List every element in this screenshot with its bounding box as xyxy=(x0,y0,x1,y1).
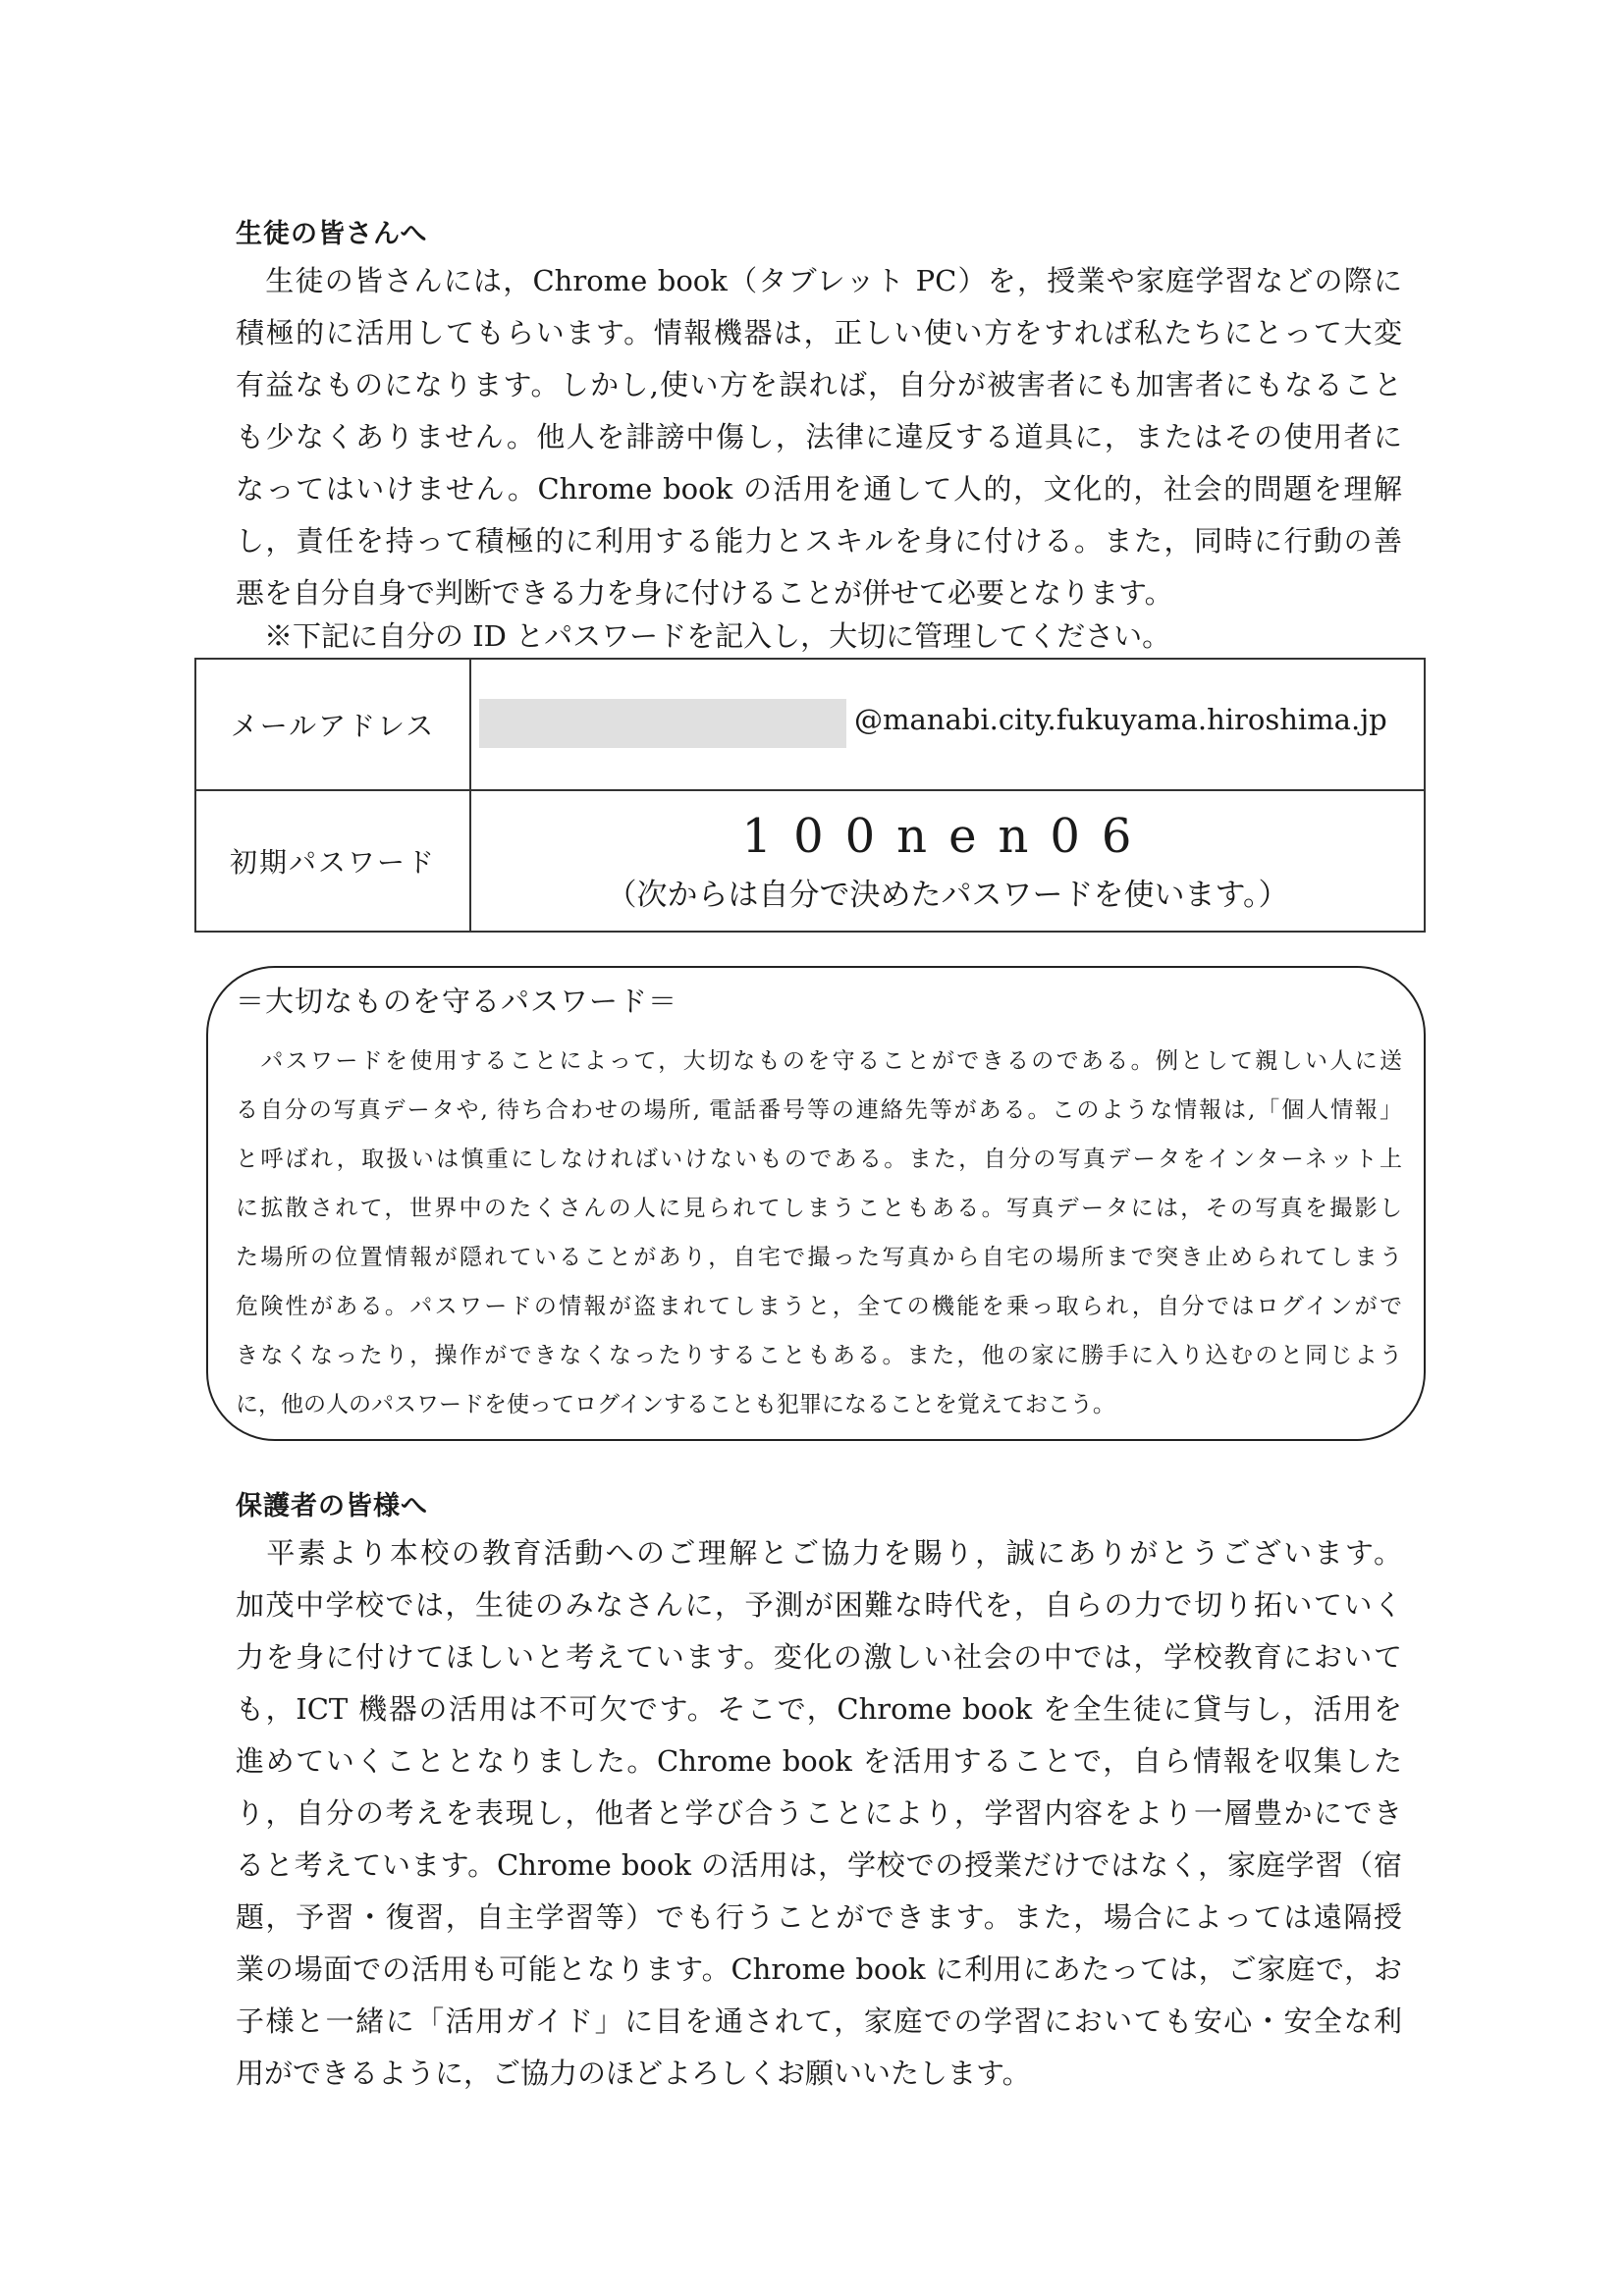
students-line: 積極的に活用してもらいます。情報機器は，正しい使い方をすれば私たちにとって大変 xyxy=(236,316,1402,349)
password-box-line: 危険性がある。パスワードの情報が盗まれてしまうと，全ての機能を乗っ取られ，自分ではログインがで xyxy=(236,1294,1402,1319)
password-box-line: に拡散されて，世界中のたくさんの人に見られてしまうこともある。写真データには，その写真を撮影し xyxy=(236,1196,1402,1221)
password-box-line: と呼ばれ，取扱いは慎重にしなければいけないものである。また，自分の写真データをインターネット上 xyxy=(236,1147,1402,1172)
password-note: （次からは自分で決めたパスワードを使います。） xyxy=(606,878,1289,913)
password-row xyxy=(195,790,1425,932)
guardians-line: り，自分の考えを表現し，他者と学び合うことにより，学習内容をより一層豊かにでき xyxy=(236,1796,1402,1830)
account-info-table xyxy=(194,658,1426,933)
email-label: メールアドレス xyxy=(195,659,470,790)
guardians-line: 加茂中学校では，生徒のみなさんに，予測が困難な時代を，自らの力で切り拓いていく xyxy=(236,1588,1402,1622)
students-line: も少なくありません。他人を誹謗中傷し，法律に違反する道具に，またはその使用者に xyxy=(236,420,1402,454)
students-paragraph xyxy=(236,255,1402,619)
guardians-heading: 保護者の皆様へ xyxy=(236,1491,428,1522)
students-line: し，責任を持って積極的に利用する能力とスキルを身に付ける。また，同時に行動の善 xyxy=(236,524,1402,558)
initial-password: 100nen06 xyxy=(741,809,1154,864)
id-password-note: ※下記に自分の ID とパスワードを記入し，大切に管理してください。 xyxy=(236,619,1171,653)
guardians-paragraph xyxy=(236,1527,1402,2100)
guardians-line: 平素より本校の教育活動へのご理解とご協力を賜り，誠にありがとうございます。 xyxy=(236,1536,1402,1570)
password-cell xyxy=(470,790,1425,932)
students-line: 悪を自分自身で判断できる力を身に付けることが併せて必要となります。 xyxy=(236,576,1173,610)
students-line: 有益なものになります。しかし,使い方を誤れば，自分が被害者にも加害者にもなること xyxy=(236,368,1402,401)
email-redacted-field xyxy=(479,699,846,748)
guardians-line: 力を身に付けてほしいと考えています。変化の激しい社会の中では，学校教育において xyxy=(236,1640,1402,1674)
password-box-line: に，他の人のパスワードを使ってログインすることも犯罪になることを覚えておこう。 xyxy=(236,1392,1115,1417)
password-box-line: た場所の位置情報が隠れていることがあり，自宅で撮った写真から自宅の場所まで突き止められてしまう xyxy=(236,1245,1402,1270)
guardians-line: 業の場面での活用も可能となります。Chrome book に利用にあたっては，ご家庭で，お xyxy=(236,1952,1402,1986)
password-box-line: きなくなったり，操作ができなくなったりすることもある。また，他の家に勝手に入り込むのと同じよう xyxy=(236,1343,1402,1368)
guardians-line: 用ができるように，ご協力のほどよろしくお願いいたします。 xyxy=(236,2056,1031,2090)
guardians-line: 子様と一緒に「活用ガイド」に目を通されて，家庭での学習においても安心・安全な利 xyxy=(236,2004,1402,2038)
password-label: 初期パスワード xyxy=(195,790,470,932)
students-heading: 生徒の皆さんへ xyxy=(236,219,428,249)
email-row xyxy=(195,659,1425,790)
password-box-title: ＝大切なものを守るパスワード＝ xyxy=(236,985,678,1018)
guardians-line: ると考えています。Chrome book の活用は，学校での授業だけではなく，家庭学習（宿 xyxy=(236,1848,1402,1882)
students-line: なってはいけません。Chrome book の活用を通して人的，文化的，社会的問題を理解 xyxy=(236,472,1402,506)
guardians-line: 題，予習・復習，自主学習等）でも行うことができます。また，場合によっては遠隔授 xyxy=(236,1900,1402,1934)
password-box-text xyxy=(236,1037,1402,1429)
email-domain: @manabi.city.fukuyama.hiroshima.jp xyxy=(854,703,1387,736)
students-line: 生徒の皆さんには，Chrome book（タブレット PC）を，授業や家庭学習などの際に xyxy=(236,264,1402,297)
guardians-line: も，ICT 機器の活用は不可欠です。そこで，Chrome book を全生徒に貸与し，活用を xyxy=(236,1692,1402,1726)
guardians-line: 進めていくこととなりました。Chrome book を活用することで，自ら情報を収集した xyxy=(236,1744,1402,1778)
password-box-line: パスワードを使用することによって，大切なものを守ることができるのである。例として親しい人に送 xyxy=(236,1048,1402,1074)
password-box-line: る自分の写真データや, 待ち合わせの場所, 電話番号等の連絡先等がある。このような情報は,「個人情報」 xyxy=(236,1097,1402,1123)
email-cell xyxy=(470,659,1425,790)
